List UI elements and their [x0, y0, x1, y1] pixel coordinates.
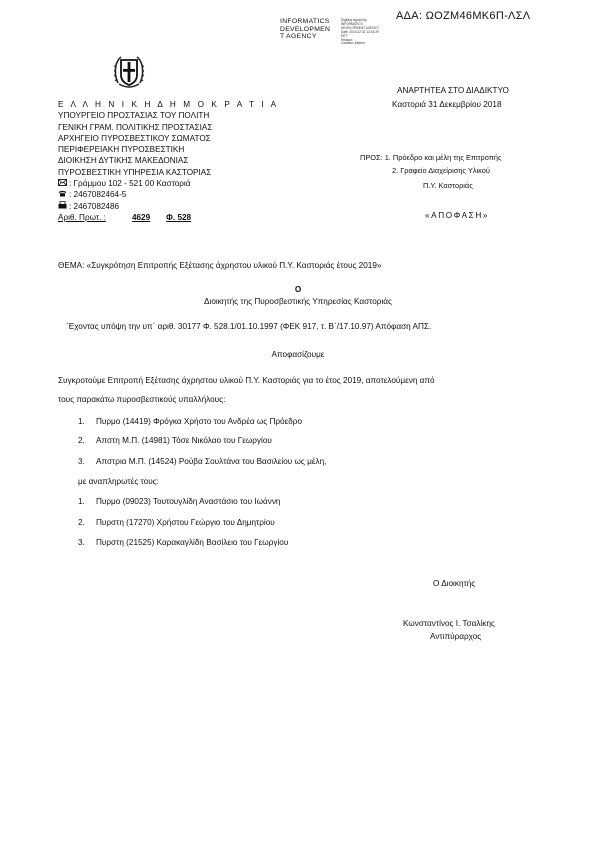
phone-number: : 2467082464-5: [69, 190, 127, 200]
phone-line: [58, 189, 279, 200]
sender-line: ΠΕΡΙΦΕΡΕΙΑΚΗ ΠΥΡΟΣΒΕΣΤΙΚΗ: [58, 145, 185, 155]
list-item-text: Απστρια Μ.Π. (14524) Ρούβα Σουλτάνα του Βασιλείου ως μέλη,: [96, 457, 327, 466]
protocol-number: 4629: [131, 212, 151, 222]
document-date: Καστοριά 31 Δεκεμβρίου 2018: [392, 100, 502, 109]
ida-logo-line: T AGENCY: [280, 33, 317, 41]
considering-paragraph: ΄Εχοντας υπόψη την υπ΄ αριθ. 30177 Φ. 528.1/01.10.1997 (ΦΕΚ 917, τ. Β΄/17.10.97) Απόφαση ΑΠΣ.: [66, 322, 432, 331]
recipient-line: Π.Υ. Καστοριάς: [423, 181, 473, 190]
sender-line: ΑΡΧΗΓΕΙΟ ΠΥΡΟΣΒΕΣΤΙΚΟΥ ΣΩΜΑΤΟΣ: [58, 133, 211, 143]
list-item-text: Πυρμο (14419) Φρόγκα Χρήστο του Ανδρέα ως Πρόεδρο: [96, 417, 303, 426]
list-item-number: 3.: [78, 538, 85, 547]
list-item: [78, 435, 272, 446]
greek-emblem-icon: [112, 53, 146, 91]
signature-info-line: Reason:: [341, 37, 353, 42]
fax-icon: [58, 201, 69, 212]
signature-rank: Αντιπύραρχος: [430, 632, 482, 641]
envelope-icon: [58, 178, 69, 189]
posted-notice: ΑΝΑΡΤΗΤΕΑ ΣΤΟ ΔΙΑΔΙΚΤΥΟ: [397, 86, 509, 95]
list-item-number: 1.: [78, 497, 85, 506]
sender-line: ΓΕΝΙΚΗ ΓΡΑΜ. ΠΟΛΙΤΙΚΗΣ ΠΡΟΣΤΑΣΙΑΣ: [58, 122, 213, 132]
recipient-line: 2. Γραφείο Διαχείρισης Υλικού: [392, 166, 490, 175]
list-item-text: Πυρστη (21525) Καρακαγλίδη Βασίλειο του Γεωργίου: [96, 538, 289, 547]
body-paragraph-line: τους παρακάτω πυροσβεστικούς υπαλλήλους:: [58, 395, 226, 404]
address-text: : Γράμμου 102 - 521 00 Καστοριά: [69, 179, 191, 189]
ida-logo: [280, 18, 330, 41]
country-name: Ε Λ Λ Η Ν Ι Κ Η Δ Η Μ Ο Κ Ρ Α Τ Ι Α: [58, 100, 279, 109]
subject-line: ΘΕΜΑ: «Συγκρότηση Επιτροπής Εξέτασης άχρηστου υλικού Π.Υ. Καστοριάς έτους 2019»: [58, 261, 382, 270]
signature-info-line: Location: Athens: [341, 41, 365, 46]
fax-number: : 2467082486: [69, 201, 120, 211]
signature-info-line: Digitally signed by: [341, 18, 367, 22]
signature-name: Κωνσταντίνος Ι. Τσαλίκης: [403, 619, 495, 628]
list-item-text: Πυρστη (17270) Χρήστου Γεώργιο του Δημητρίου: [96, 518, 275, 527]
list-item-number: 1.: [78, 417, 85, 426]
list-item: [78, 416, 302, 427]
issuer-title: Διοικητής της Πυροσβεστικής Υπηρεσίας Καστοριάς: [204, 297, 392, 306]
signature-info-line: DEVELOPMENT AGENCY: [341, 25, 380, 30]
ida-logo-line: INFORMATICS: [280, 18, 330, 25]
signature-info-line: EET: [341, 33, 348, 38]
list-item-text: Απστη Μ.Π. (14981) Τόσε Νικόλαο του Γεωργίου: [96, 436, 272, 445]
decide-heading: Αποφασίζουμε: [271, 350, 325, 359]
address-line: [58, 178, 279, 189]
telephone-icon: [58, 189, 69, 200]
list-item-number: 3.: [78, 457, 85, 466]
sender-line: ΥΠΟΥΡΓΕΙΟ ΠΡΟΣΤΑΣΙΑΣ ΤΟΥ ΠΟΛΙΤΗ: [58, 111, 210, 121]
list-item: [78, 537, 288, 548]
body-paragraph-line: Συγκροτούμε Επιτροπή Εξέτασης άχρηστου υλικού Π.Υ. Καστοριάς για το έτος 2019, αποτελούμενη από: [58, 376, 435, 385]
decision-heading: «ΑΠΟΦΑΣΗ»: [425, 211, 489, 220]
digital-signature-info: [341, 19, 379, 46]
sender-block: [58, 99, 279, 223]
fax-line: [58, 201, 279, 212]
list-item: [78, 517, 275, 528]
signature-info-line: INFORMATICS: [341, 21, 363, 26]
list-item-text: Πυρμο (09023) Τουτουγλίδη Αναστάσιο του Ιωάννη: [96, 497, 281, 506]
protocol-file: Φ. 528: [166, 212, 192, 222]
ida-logo-line: DEVELOPMEN: [280, 25, 331, 33]
issuer-article: Ο: [294, 285, 302, 294]
signature-info-line: Date: 2018.12.31 12:43:29: [341, 29, 379, 34]
list-item: [78, 456, 326, 467]
ada-code: ΑΔΑ: ΩΟΖΜ46ΜΚ6Π-ΛΣΛ: [396, 10, 531, 22]
recipient-line: ΠΡΟΣ: 1. Πρόεδρο και μέλη της Επιτροπής: [360, 153, 502, 162]
sender-line: ΔΙΟΙΚΗΣΗ ΔΥΤΙΚΗΣ ΜΑΚΕΔΟΝΙΑΣ: [58, 156, 189, 166]
sender-line: ΠΥΡΟΣΒΕΣΤΙΚΗ ΥΠΗΡΕΣΙΑ ΚΑΣΤΟΡΙΑΣ: [58, 167, 212, 177]
signature-title: Ο Διοικητής: [433, 579, 476, 588]
protocol-number-line: [58, 212, 279, 223]
alternates-label: με αναπληρωτές τους:: [78, 477, 159, 486]
protocol-label: Αριθ. Πρωτ. :: [58, 212, 106, 222]
list-item-number: 2.: [78, 436, 85, 445]
list-item-number: 2.: [78, 518, 85, 527]
list-item: [78, 496, 280, 507]
